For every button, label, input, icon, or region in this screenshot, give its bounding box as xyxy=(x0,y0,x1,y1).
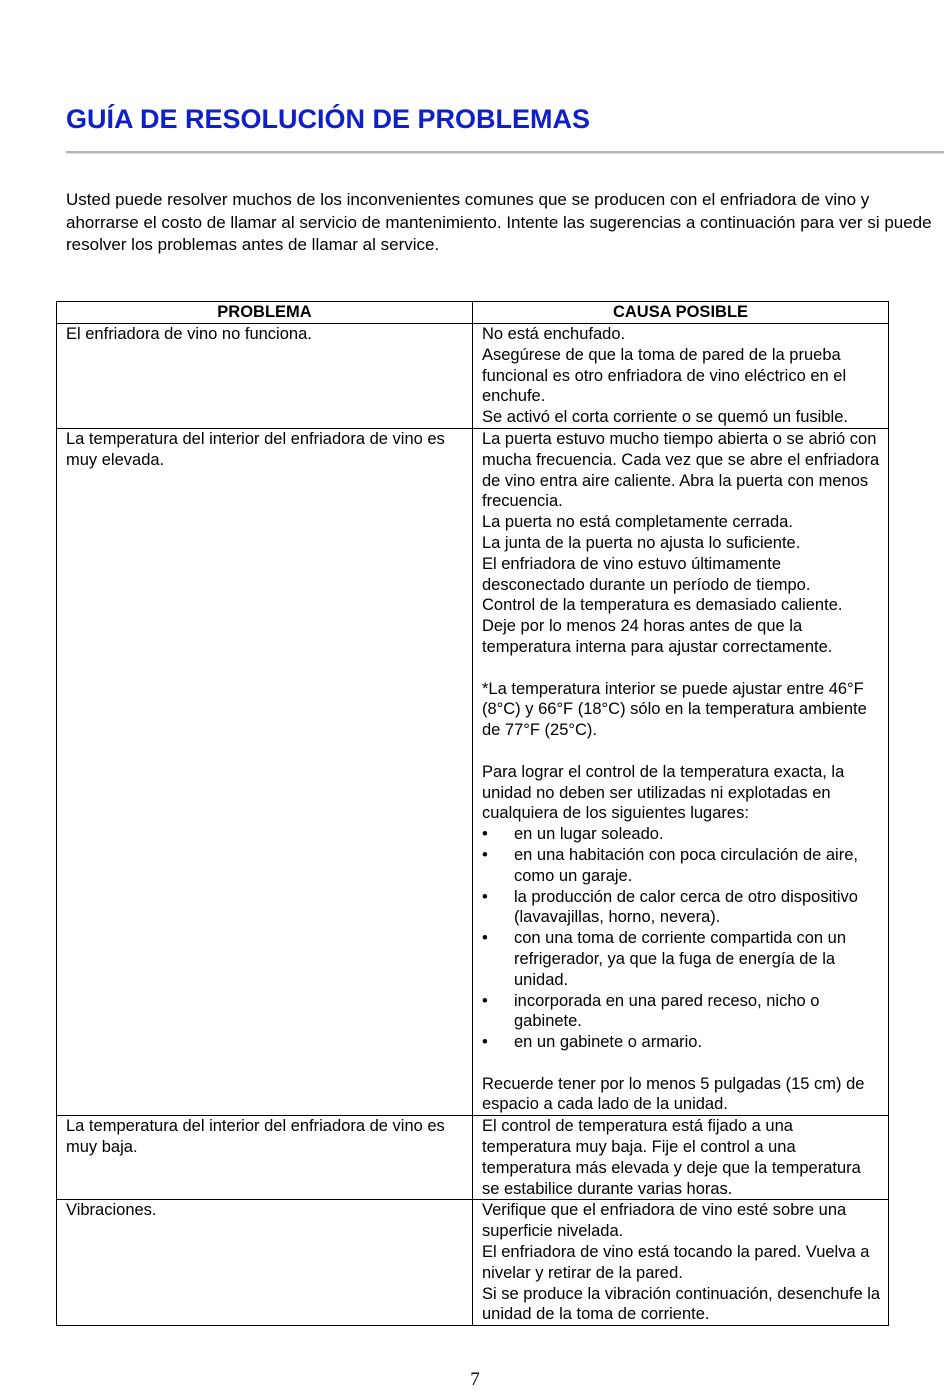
table-row xyxy=(57,1116,889,1200)
placement-intro: Para lograr el control de la temperatura exacta, la unidad no deben ser utilizadas ni explotadas en cualquiera de los siguientes lugares: xyxy=(482,762,845,823)
spacer xyxy=(482,658,882,679)
list-item: • en una habitación con poca circulación de aire, como un garaje. xyxy=(482,845,882,887)
list-item: • la producción de calor cerca de otro dispositivo (lavavajillas, horno, nevera). xyxy=(482,887,882,929)
cause-item: El enfriadora de vino estuvo últimamente desconectado durante un período de tiempo. xyxy=(482,554,811,594)
spacing-reminder: Recuerde tener por lo menos 5 pulgadas (15 cm) de espacio a cada lado de la unidad. xyxy=(482,1074,865,1114)
spacer xyxy=(482,741,882,762)
cause-item: Asegúrese de que la toma de pared de la prueba funcional es otro enfriadora de vino eléctrico en el enchufe. xyxy=(482,345,847,406)
cause-item: El enfriadora de vino está tocando la pared. Vuelva a nivelar y retirar de la pared. xyxy=(482,1243,870,1282)
cause-item: Se activó el corta corriente o se quemó un fusible. xyxy=(482,408,848,427)
page-title: GUÍA DE RESOLUCIÓN DE PROBLEMAS xyxy=(66,104,591,134)
temperature-note: *La temperatura interior se puede ajustar entre 46°F (8°C) y 66°F (18°C) sólo en la temperatura ambiente de 77°F (25°C). xyxy=(482,679,867,740)
cause-item: El control de temperatura está fijado a una temperatura muy baja. Fije el control a una temperatura más elevada y deje que la temperatura se estabilice durante varias horas. xyxy=(482,1117,861,1198)
page-number: 7 xyxy=(470,1369,480,1390)
cause-item: Control de la temperatura es demasiado caliente. xyxy=(482,596,843,615)
list-item: • con una toma de corriente compartida con un refrigerador, ya que la fuga de energía de la unidad. xyxy=(482,928,882,990)
cause-item: La puerta estuvo mucho tiempo abierta o se abrió con mucha frecuencia. Cada vez que se abre el enfriadora de vino entra aire caliente. Abra la puerta con menos frecuencia. xyxy=(482,429,880,511)
cause-item: Si se produce la vibración continuación, desenchufe la unidad de la toma de corriente. xyxy=(482,1284,881,1324)
list-item: • en un lugar soleado. xyxy=(482,824,882,845)
spacer xyxy=(482,1053,882,1074)
cause-cell xyxy=(473,324,889,429)
header-problem: PROBLEMA xyxy=(57,302,473,324)
cause-item: No está enchufado. xyxy=(482,325,626,343)
placement-list xyxy=(482,824,882,1053)
list-item: • en un gabinete o armario. xyxy=(482,1032,882,1053)
cause-cell xyxy=(473,1200,889,1326)
cause-item: La junta de la puerta no ajusta lo suficiente. xyxy=(482,533,801,552)
problem-cell: La temperatura del interior del enfriadora de vino es muy baja. xyxy=(57,1116,473,1200)
problem-cell: Vibraciones. xyxy=(57,1200,473,1326)
table-header-row xyxy=(57,302,889,324)
cause-cell xyxy=(473,428,889,1115)
cause-item: Verifique que el enfriadora de vino esté sobre una superficie nivelada. xyxy=(482,1201,847,1241)
header-cause: CAUSA POSIBLE xyxy=(473,302,889,324)
troubleshooting-table xyxy=(56,301,889,1326)
list-item: • incorporada en una pared receso, nicho o gabinete. xyxy=(482,991,882,1033)
title-divider xyxy=(66,151,944,154)
cause-item: La puerta no está completamente cerrada. xyxy=(482,513,793,532)
table-row xyxy=(57,324,889,429)
cause-cell xyxy=(473,1116,889,1200)
problem-cell: El enfriadora de vino no funciona. xyxy=(57,324,473,429)
cause-item: Deje por lo menos 24 horas antes de que la temperatura interna para ajustar correctamente. xyxy=(482,617,833,656)
problem-cell: La temperatura del interior del enfriadora de vino es muy elevada. xyxy=(57,428,473,1115)
table-row xyxy=(57,1200,889,1326)
table-row xyxy=(57,428,889,1115)
intro-paragraph: Usted puede resolver muchos de los inconvenientes comunes que se producen con el enfriadora de vino y ahorrarse el costo de llamar al servicio de mantenimiento. Intente las sugerencias a continuación para ver si puede resolver los problemas antes de llamar al service. xyxy=(66,190,932,254)
